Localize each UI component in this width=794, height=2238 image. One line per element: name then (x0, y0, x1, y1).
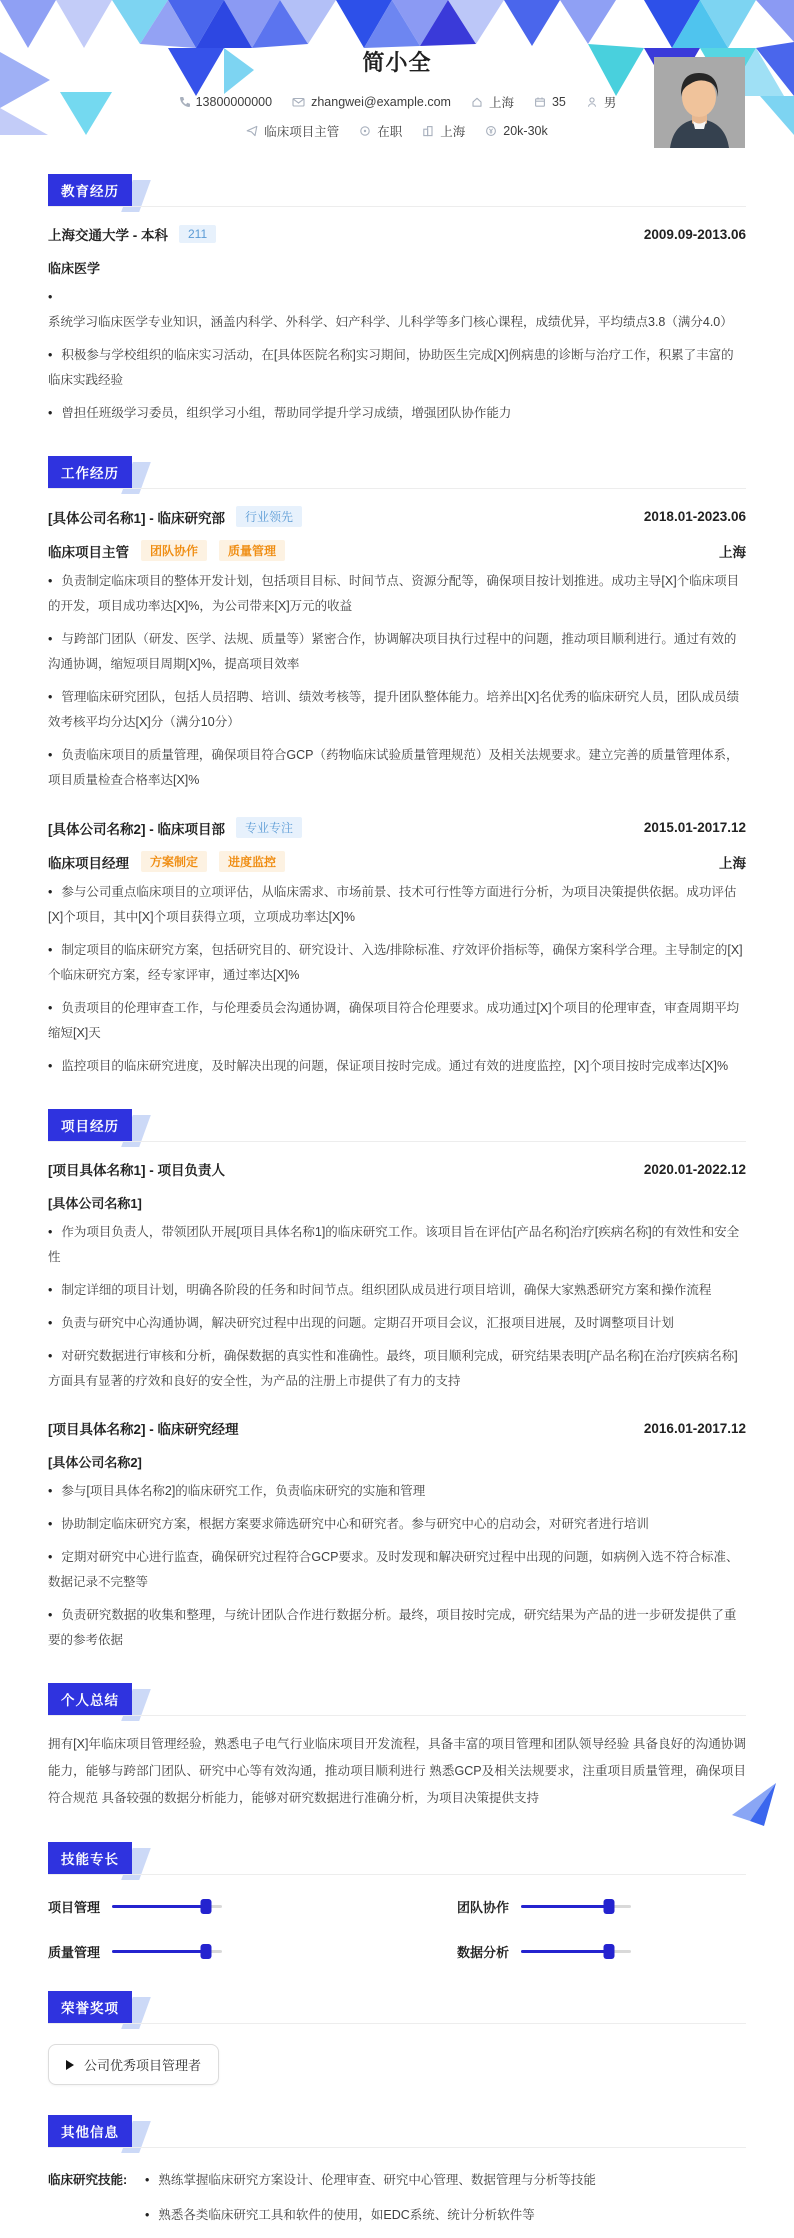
bullet-item (48, 569, 746, 619)
work-bullets (48, 569, 746, 793)
section-title-badge: 其他信息 (48, 2115, 132, 2147)
bullet-dot: • (145, 2208, 150, 2222)
skill-slider-fill (521, 1950, 609, 1953)
candidate-name: 简小全 (362, 50, 432, 75)
skill-slider-fill (521, 1905, 609, 1908)
bullet-dot: • (48, 574, 53, 588)
skill-slider (521, 1905, 631, 1908)
company-name: [具体公司名称1] - 临床研究部 (48, 510, 225, 526)
summary-text: 拥有[X]年临床项目管理经验，熟悉电子电气行业临床项目开发流程，具备丰富的项目管理和团队领导经验 具备良好的沟通协调能力，能够与跨部门团队、研究中心等有效沟通，推动项目顺利进行 熟悉GCP及相关法规要求，注重项目质量管理，确保项目符合规范 具备较强的数据分析能力，能够对研究数据进行准确分析，为项目决策提供支持 (48, 1737, 746, 1805)
section-header (48, 1991, 746, 2024)
bullet-item (48, 743, 746, 793)
work-role-row (48, 540, 746, 561)
bullet-dot: • (48, 1283, 53, 1297)
bullet-text: 负责与研究中心沟通协调，解决研究过程中出现的问题。定期召开项目会议，汇报项目进展，及时调整项目计划 (61, 1316, 674, 1330)
section-header (48, 1683, 746, 1716)
bullet-dot: • (48, 748, 53, 762)
bullet-item (48, 1545, 746, 1595)
paper-plane-logo (730, 1781, 778, 1827)
play-triangle-icon (66, 2060, 74, 2070)
section-title-badge: 荣誉奖项 (48, 1991, 132, 2023)
other-info-bullets (145, 2168, 746, 2238)
age-value: 35 (551, 95, 566, 109)
bullet-item (145, 2168, 746, 2193)
bullet-text: 参与公司重点临床项目的立项评估，从临床需求、市场前景、技术可行性等方面进行分析，为项目决策提供依据。成功评估[X]个项目，其中[X]个项目获得立项，立项成功率达[X]% (48, 885, 737, 924)
bullet-text: 定期对研究中心进行监查，确保研究过程符合GCP要求。及时发现和解决研究过程中出现的问题，如病例入选不符合标准、数据记录不完整等 (48, 1550, 739, 1589)
project-company: [具体公司名称2] (48, 1455, 142, 1470)
section-other (48, 2115, 746, 2238)
bullet-item (48, 1344, 746, 1394)
skill-data-analysis (457, 1942, 746, 1961)
work-location: 上海 (719, 855, 746, 871)
section-title-badge: 工作经历 (48, 456, 132, 488)
bullet-dot: • (48, 348, 53, 362)
section-title-badge: 技能专长 (48, 1842, 132, 1874)
work-entry-1 (48, 506, 746, 793)
skill-label: 数据分析 (457, 1945, 510, 1960)
bullet-dot: • (48, 1550, 53, 1564)
bullet-dot: • (48, 1517, 53, 1531)
bullet-item (48, 880, 746, 930)
section-title-badge: 项目经历 (48, 1109, 132, 1141)
role-tag: 团队协作 (141, 540, 207, 561)
bullet-text: 协助制定临床研究方案，根据方案要求筛选研究中心和研究者。参与研究中心的启动会，对研究者进行培训 (61, 1517, 649, 1531)
bullet-dot: • (48, 1225, 53, 1239)
phone-value: 13800000000 (195, 95, 273, 109)
mail-icon (292, 96, 305, 108)
skill-slider-handle[interactable] (604, 1899, 615, 1914)
company-tag: 专业专注 (236, 817, 302, 838)
building-icon (422, 125, 434, 137)
bullet-text: 熟练掌握临床研究方案设计、伦理审查、研究中心管理、数据管理与分析等技能 (158, 2173, 596, 2187)
bullet-text: 系统学习临床医学专业知识，涵盖内科学、外科学、妇产科学、儿科学等多门核心课程，成绩优异，平均绩点3.8（满分4.0） (48, 315, 733, 329)
project-title: [项目具体名称2] - 临床研究经理 (48, 1422, 239, 1437)
role-tag: 质量管理 (219, 540, 285, 561)
project-date: 2016.01-2017.12 (643, 1420, 746, 1436)
project-entry-header (48, 1159, 746, 1179)
project-company: [具体公司名称1] (48, 1196, 142, 1211)
bullet-dot: • (48, 290, 53, 304)
bullet-text: 熟悉各类临床研究工具和软件的使用，如EDC系统、统计分析软件等 (158, 2208, 535, 2222)
project-entry-2 (48, 1418, 746, 1653)
skill-slider-fill (112, 1905, 206, 1908)
role-title: 临床项目经理 (48, 855, 129, 871)
honor-label: 公司优秀项目管理者 (84, 2058, 202, 2073)
section-header (48, 1109, 746, 1142)
phone-icon (178, 96, 190, 108)
bullet-item (48, 1278, 746, 1303)
salary-value: 20k-30k (503, 124, 548, 138)
bullet-item (48, 996, 746, 1046)
skill-teamwork (457, 1897, 746, 1916)
skill-quality-management (48, 1942, 337, 1961)
section-header (48, 2115, 746, 2148)
project-bullets (48, 1479, 746, 1653)
bullet-text: 监控项目的临床研究进度，及时解决出现的问题，保证项目按时完成。通过有效的进度监控，[X]个项目按时完成率达[X]% (61, 1059, 729, 1073)
bullet-item (48, 1512, 746, 1537)
contact-position (246, 122, 339, 140)
project-entry-1 (48, 1159, 746, 1394)
work-entry-2 (48, 817, 746, 1079)
bullet-dot: • (48, 885, 53, 899)
section-work (48, 456, 746, 1079)
skill-slider-fill (112, 1950, 206, 1953)
contact-salary (485, 124, 547, 138)
section-header (48, 174, 746, 207)
work-date: 2015.01-2017.12 (643, 820, 746, 835)
bullet-dot: • (48, 943, 53, 957)
section-projects (48, 1109, 746, 1653)
contact-phone (178, 95, 272, 109)
bullet-item (48, 343, 746, 393)
bullet-dot: • (48, 1316, 53, 1330)
status-value: 在职 (377, 125, 403, 139)
education-entry-header (48, 224, 746, 244)
school-211-tag: 211 (179, 225, 216, 243)
contact-gender (586, 93, 617, 111)
education-bullets (48, 285, 746, 426)
bullet-item (48, 1479, 746, 1504)
contact-status (359, 122, 402, 140)
section-title-badge: 个人总结 (48, 1683, 132, 1715)
work-city-value: 上海 (440, 125, 466, 139)
project-title: [项目具体名称1] - 项目负责人 (48, 1163, 225, 1178)
company-tag: 行业领先 (236, 506, 302, 527)
skills-grid (48, 1897, 746, 1961)
contact-email (292, 95, 451, 109)
bullet-text: 作为项目负责人，带领团队开展[项目具体名称1]的临床研究工作。该项目旨在评估[产品名称]治疗[疾病名称]的有效性和安全性 (48, 1225, 740, 1264)
project-bullets (48, 1220, 746, 1394)
contact-age (534, 95, 566, 109)
bullet-dot: • (48, 690, 53, 704)
major-name: 临床医学 (48, 261, 101, 276)
home-icon (471, 96, 483, 108)
bullet-text: 负责制定临床项目的整体开发计划，包括项目目标、时间节点、资源分配等，确保项目按计划推进。成功主导[X]个临床项目的开发，项目成功率达[X]%，为公司带来[X]万元的收益 (48, 574, 740, 613)
status-circle-icon (359, 125, 371, 137)
skill-slider (112, 1950, 222, 1953)
work-location: 上海 (719, 544, 746, 560)
work-date: 2018.01-2023.06 (643, 509, 746, 524)
bullet-text: 与跨部门团队（研发、医学、法规、质量等）紧密合作，协调解决项目执行过程中的问题，推动项目顺利进行。通过有效的沟通协调，缩短项目周期[X]%，提高项目效率 (48, 632, 737, 671)
section-skills (48, 1842, 746, 1961)
bullet-item (48, 627, 746, 677)
bullet-text: 积极参与学校组织的临床实习活动，在[具体医院名称]实习期间，协助医生完成[X]例病患的诊断与治疗工作，积累了丰富的临床实践经验 (48, 348, 734, 387)
other-info-row (48, 2168, 746, 2238)
role-tag: 进度监控 (219, 851, 285, 872)
section-summary (48, 1683, 746, 1812)
project-date: 2020.01-2022.12 (643, 1161, 746, 1177)
bullet-dot: • (48, 1349, 53, 1363)
profile-photo (654, 57, 745, 148)
school-name: 上海交通大学 - 本科 (48, 228, 168, 243)
bullet-dot: • (48, 1484, 53, 1498)
skill-label: 项目管理 (48, 1900, 101, 1915)
bullet-item (48, 685, 746, 735)
bullet-text: 参与[项目具体名称2]的临床研究工作，负责临床研究的实施和管理 (61, 1484, 426, 1498)
section-header (48, 456, 746, 489)
email-value: zhangwei@example.com (311, 95, 451, 109)
bullet-dot: • (48, 1059, 53, 1073)
avatar-illustration (654, 57, 745, 148)
work-bullets (48, 880, 746, 1079)
contact-city (471, 93, 514, 111)
paper-plane-icon (246, 125, 258, 137)
bullet-item (48, 1603, 746, 1653)
gender-icon (586, 96, 598, 108)
skill-slider-handle[interactable] (604, 1944, 615, 1959)
bullet-item (48, 285, 746, 335)
skill-slider-handle[interactable] (200, 1899, 211, 1914)
bullet-item (48, 1220, 746, 1270)
bullet-item (145, 2203, 746, 2228)
bullet-dot: • (48, 632, 53, 646)
salary-icon (485, 125, 497, 137)
bullet-item (48, 1311, 746, 1336)
section-honors (48, 1991, 746, 2085)
city-value: 上海 (488, 96, 514, 110)
work-role-row (48, 851, 746, 872)
bullet-text: 曾担任班级学习委员，组织学习小组，帮助同学提升学习成绩，增强团队协作能力 (61, 406, 512, 420)
bullet-item (48, 401, 746, 426)
other-info-label: 临床研究技能: (48, 2173, 128, 2187)
skill-project-management (48, 1897, 337, 1916)
role-title: 临床项目主管 (48, 544, 129, 560)
resume-body (0, 174, 794, 2238)
gender-value: 男 (603, 96, 617, 110)
bullet-text: 管理临床研究团队，包括人员招聘、培训、绩效考核等，提升团队整体能力。培养出[X]名优秀的临床研究人员，团队成员绩效考核平均分达[X]分（满分10分） (48, 690, 740, 729)
skill-slider (521, 1950, 631, 1953)
age-icon (534, 96, 546, 108)
skill-label: 团队协作 (457, 1900, 510, 1915)
role-tag: 方案制定 (141, 851, 207, 872)
bullet-text: 负责研究数据的收集和整理，与统计团队合作进行数据分析。最终，项目按时完成，研究结果为产品的进一步研发提供了重要的参考依据 (48, 1608, 737, 1647)
bullet-dot: • (145, 2173, 150, 2187)
work-entry-header (48, 506, 746, 527)
bullet-text: 制定详细的项目计划，明确各阶段的任务和时间节点。组织团队成员进行项目培训，确保大家熟悉研究方案和操作流程 (61, 1283, 712, 1297)
skill-label: 质量管理 (48, 1945, 101, 1960)
honor-item-button[interactable] (48, 2044, 219, 2085)
bullet-text: 对研究数据进行审核和分析，确保数据的真实性和准确性。最终，项目顺利完成，研究结果表明[产品名称]在治疗[疾病名称]方面具有显著的疗效和良好的安全性，为产品的注册上市提供了有力的支持 (48, 1349, 738, 1388)
section-title-badge: 教育经历 (48, 174, 132, 206)
skill-slider (112, 1905, 222, 1908)
section-education (48, 174, 746, 426)
bullet-dot: • (48, 406, 53, 420)
bullet-dot: • (48, 1608, 53, 1622)
skill-slider-handle[interactable] (200, 1944, 211, 1959)
education-date: 2009.09-2013.06 (643, 226, 746, 242)
project-entry-header (48, 1418, 746, 1438)
bullet-text: 负责临床项目的质量管理，确保项目符合GCP（药物临床试验质量管理规范）及相关法规要求。建立完善的质量管理体系，项目质量检查合格率达[X]% (48, 748, 739, 787)
company-name: [具体公司名称2] - 临床项目部 (48, 821, 225, 837)
section-header (48, 1842, 746, 1875)
bullet-dot: • (48, 1001, 53, 1015)
bullet-item (48, 938, 746, 988)
bullet-text: 负责项目的伦理审查工作，与伦理委员会沟通协调，确保项目符合伦理要求。成功通过[X]个项目的伦理审查，审查周期平均缩短[X]天 (48, 1001, 740, 1040)
bullet-text: 制定项目的临床研究方案，包括研究目的、研究设计、入选/排除标准、疗效评价指标等，确保方案科学合理。主导制定的[X]个临床研究方案，经专家评审，通过率达[X]% (48, 943, 743, 982)
bullet-item (48, 1054, 746, 1079)
position-value: 临床项目主管 (264, 125, 340, 139)
work-entry-header (48, 817, 746, 838)
contact-work-city (422, 122, 465, 140)
